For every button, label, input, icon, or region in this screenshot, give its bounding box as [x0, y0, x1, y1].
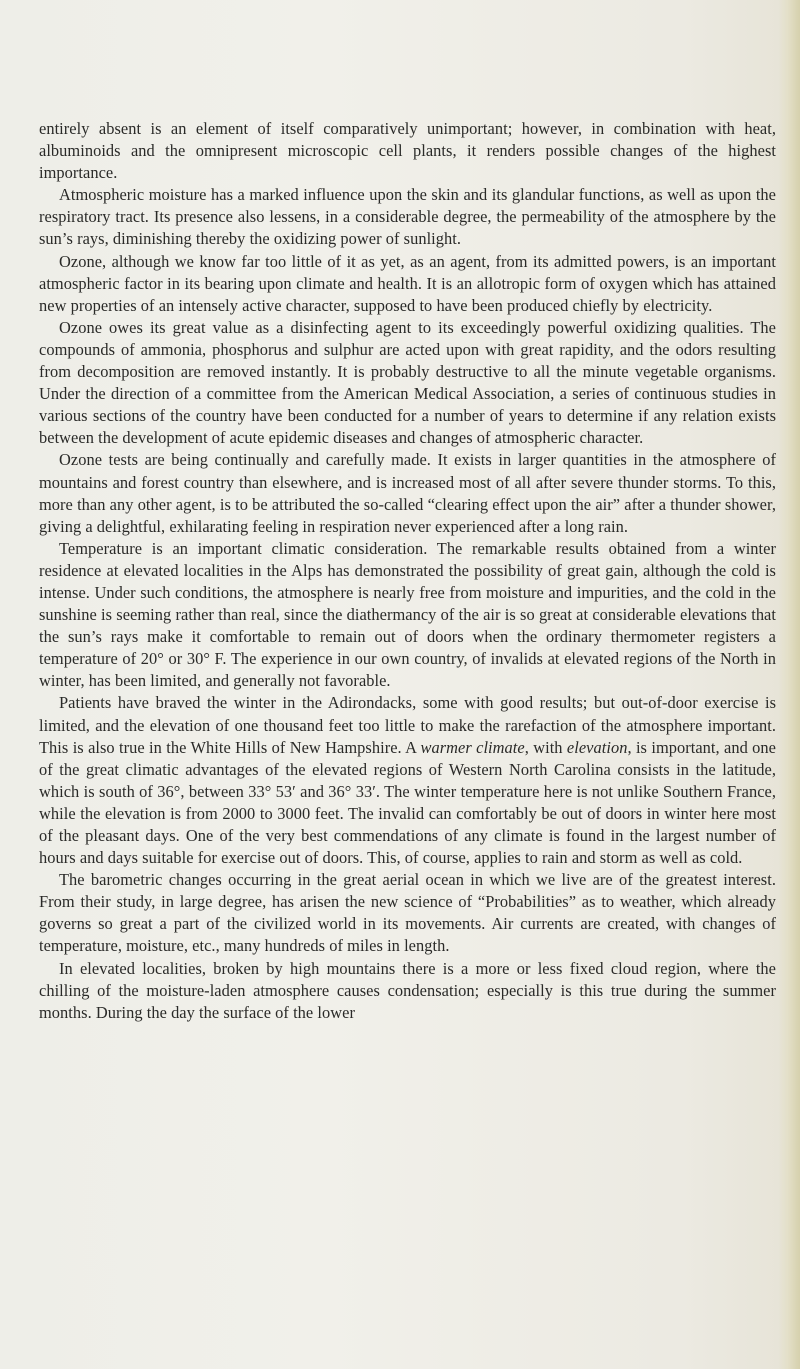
paragraph: [39, 538, 776, 693]
paragraph: [39, 692, 776, 869]
text-run: Ozone, although we know far too little of it as yet, as an agent, from its admitted powers, is an important atmospheric factor in its bearing upon climate and health. It is an allotropic form of oxygen which has attained new properties of an intensely active character, supposed to have been produced chiefly by electricity.: [39, 251, 776, 315]
text-run: , is important, and one of the great climatic advantages of the elevated regions of Western North Carolina consists in the latitude, which is south of 36°, between 33° 53′ and 36° 33′. The winter temperature here is not unlike Southern France, while the elevation is from 2000 to 3000 feet. The invalid can comfortably be out of doors in winter here most of the pleasant days. One of the very best commendations of any climate is found in the largest number of hours and days suitable for exercise out of doors. This, of course, applies to rain and storm as well as cold.: [39, 737, 776, 868]
text-run: Ozone tests are being continually and carefully made. It exists in larger quantities in the atmosphere of mountains and forest country than elsewhere, and is increased most of all after severe thunder storms. To this, more than any other agent, is to be attributed the so-called “clearing effect upon the air” after a thunder shower, giving a delightful, exhilarating feeling in respiration never experienced after a long rain.: [39, 450, 776, 536]
paragraph: [39, 958, 776, 1024]
text-run: The barometric changes occurring in the great aerial ocean in which we live are of the greatest interest. From their study, in large degree, has arisen the new science of “Probabilities” as to weather, which already governs so great a part of the civilized world in its movements. Air currents are created, with changes of temperature, moisture, etc., many hundreds of miles in length.: [39, 870, 776, 956]
text-run: , with: [524, 737, 567, 757]
text-run: In elevated localities, broken by high mountains there is a more or less fixed cloud region, where the chilling of the moisture-laden atmosphere causes condensation; especially is this true during the summer months. During the day the surface of the lower: [39, 958, 776, 1022]
page-edge-shadow: [778, 0, 800, 1369]
text-run: entirely absent is an element of itself comparatively unimportant; however, in combination with heat, albuminoids and the omnipresent microscopic cell plants, it renders possible changes of the highest importance.: [39, 119, 776, 183]
text-run: Temperature is an important climatic consideration. The remarkable results obtained from a winter residence at elevated localities in the Alps has demonstrated the possibility of great gain, although the cold is intense. Under such conditions, the atmosphere is nearly free from moisture and impurities, and the cold in the sunshine is seeming rather than real, since the diathermancy of the air is so great at considerable elevations that the sun’s rays make it comfortable to remain out of doors when the ordinary thermometer registers a temperature of 20° or 30° F. The experience in our own country, of invalids at elevated regions of the North in winter, has been limited, and generally not favorable.: [39, 538, 776, 691]
italic-text: elevation: [566, 737, 628, 757]
paragraph: [39, 118, 776, 184]
text-run: Atmospheric moisture has a marked influence upon the skin and its glandular functions, as well as upon the respiratory tract. Its presence also lessens, in a considerable degree, the permeability of the atmosphere by the sun’s rays, diminishing thereby the oxidizing power of sunlight.: [39, 185, 776, 249]
paragraph: [39, 184, 776, 250]
paragraph: [39, 449, 776, 537]
text-run: Ozone owes its great value as a disinfecting agent to its exceedingly powerful oxidizing qualities. The compounds of ammonia, phosphorus and sulphur are acted upon with great rapidity, and the odors resulting from decomposition are removed instantly. It is probably destructive to all the minute vegetable organisms. Under the direction of a committee from the American Medical Association, a series of continuous studies in various sections of the country have been conducted for a number of years to determine if any relation exists between the development of acute epidemic diseases and changes of atmospheric character.: [39, 317, 776, 448]
paragraph: [39, 251, 776, 317]
paragraph: [39, 317, 776, 450]
text-run: Patients have braved the winter in the Adirondacks, some with good results; but out-of-door exercise is limited, and the elevation of one thousand feet too little to make the rarefaction of the atmosphere important. This is also true in the White Hills of New Hampshire. A: [39, 693, 776, 757]
body-text: [39, 118, 776, 1024]
italic-text: warmer climate: [420, 737, 525, 757]
paragraph: [39, 869, 776, 957]
